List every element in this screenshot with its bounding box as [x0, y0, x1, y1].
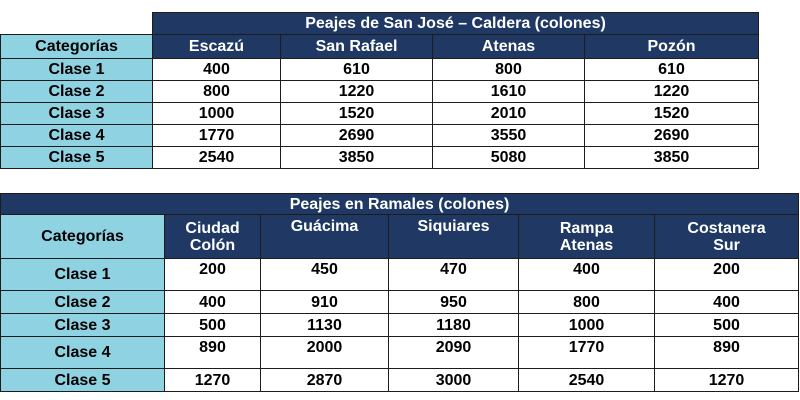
- table-row: [1, 259, 799, 291]
- table-row: [1, 337, 799, 369]
- table-cell: 950: [389, 291, 519, 314]
- toll-table-ramales: [0, 193, 799, 392]
- table-cell: 1180: [389, 314, 519, 337]
- row-label: Clase 3: [1, 103, 153, 125]
- table-row: [1, 369, 799, 392]
- column-header-atenas: Atenas: [433, 35, 585, 59]
- table-cell: 2090: [389, 337, 519, 369]
- column-header-siquiares: [389, 215, 519, 259]
- column-header-line: Guácima: [290, 218, 359, 235]
- table-cell: 1000: [519, 314, 655, 337]
- table-cell: 1130: [261, 314, 389, 337]
- table-cell: 1770: [519, 337, 655, 369]
- table-cell: 3850: [585, 147, 759, 169]
- row-label: Clase 1: [1, 59, 153, 81]
- table-cell: 400: [153, 59, 281, 81]
- table-cell: 890: [655, 337, 799, 369]
- table-cell: 470: [389, 259, 519, 291]
- table-cell: 450: [261, 259, 389, 291]
- table-cell: 1520: [281, 103, 433, 125]
- table-row: [1, 59, 759, 81]
- table-cell: 3850: [281, 147, 433, 169]
- column-header-line: Siquiares: [417, 218, 490, 235]
- table-row: [1, 147, 759, 169]
- table-cell: 1220: [585, 81, 759, 103]
- table-cell: 1270: [165, 369, 261, 392]
- column-header-line: Ciudad: [185, 219, 240, 237]
- row-label: Clase 4: [1, 125, 153, 147]
- row-label: Clase 5: [1, 147, 153, 169]
- row-label: Clase 2: [1, 291, 165, 314]
- table-row: [1, 81, 759, 103]
- table-cell: 3550: [433, 125, 585, 147]
- table-cell: 2870: [261, 369, 389, 392]
- column-header-escazu: Escazú: [153, 35, 281, 59]
- table-cell: 890: [165, 337, 261, 369]
- table-corner-blank: [1, 13, 153, 35]
- toll-table-san-jose-caldera: [0, 12, 759, 169]
- column-header-guacima: [261, 215, 389, 259]
- table-cell: 610: [585, 59, 759, 81]
- column-header-line: Rampa: [559, 219, 614, 237]
- table-cell: 500: [165, 314, 261, 337]
- table-cell: 1610: [433, 81, 585, 103]
- row-label: Clase 4: [1, 337, 165, 369]
- row-label: Clase 1: [1, 259, 165, 291]
- column-header-rampa-atenas: [519, 215, 655, 259]
- table-cell: 800: [153, 81, 281, 103]
- table-row: [1, 314, 799, 337]
- row-label: Clase 5: [1, 369, 165, 392]
- table-row: [1, 103, 759, 125]
- table-cell: 2690: [281, 125, 433, 147]
- table-cell: 400: [165, 291, 261, 314]
- column-header-line: Atenas: [559, 236, 614, 254]
- table-row: [1, 291, 799, 314]
- table-cell: 200: [655, 259, 799, 291]
- column-header-costanera-sur: [655, 215, 799, 259]
- table-cell: 2540: [519, 369, 655, 392]
- table-cell: 400: [655, 291, 799, 314]
- table-title: Peajes en Ramales (colones): [1, 194, 799, 215]
- column-header-pozon: Pozón: [585, 35, 759, 59]
- table-cell: 610: [281, 59, 433, 81]
- table-cell: 1520: [585, 103, 759, 125]
- column-header-line: Costanera: [687, 219, 766, 237]
- table-cell: 1270: [655, 369, 799, 392]
- table-cell: 910: [261, 291, 389, 314]
- table-cell: 400: [519, 259, 655, 291]
- table-cell: 3000: [389, 369, 519, 392]
- column-header-san-rafael: San Rafael: [281, 35, 433, 59]
- table-cell: 2000: [261, 337, 389, 369]
- table-cell: 2690: [585, 125, 759, 147]
- column-header-ciudad-colon: [165, 215, 261, 259]
- table-cell: 1770: [153, 125, 281, 147]
- column-header-line: Sur: [713, 236, 740, 254]
- column-header-line: Colón: [189, 236, 236, 254]
- table-cell: 2540: [153, 147, 281, 169]
- table-cell: 5080: [433, 147, 585, 169]
- row-label: Clase 3: [1, 314, 165, 337]
- category-header: Categorías: [1, 35, 153, 59]
- row-label: Clase 2: [1, 81, 153, 103]
- table-row: [1, 125, 759, 147]
- table-cell: 1000: [153, 103, 281, 125]
- table-cell: 800: [519, 291, 655, 314]
- table-cell: 800: [433, 59, 585, 81]
- table-cell: 200: [165, 259, 261, 291]
- table-title: Peajes de San José – Caldera (colones): [153, 13, 759, 35]
- table-cell: 500: [655, 314, 799, 337]
- table-cell: 2010: [433, 103, 585, 125]
- category-header: Categorías: [1, 215, 165, 259]
- table-cell: 1220: [281, 81, 433, 103]
